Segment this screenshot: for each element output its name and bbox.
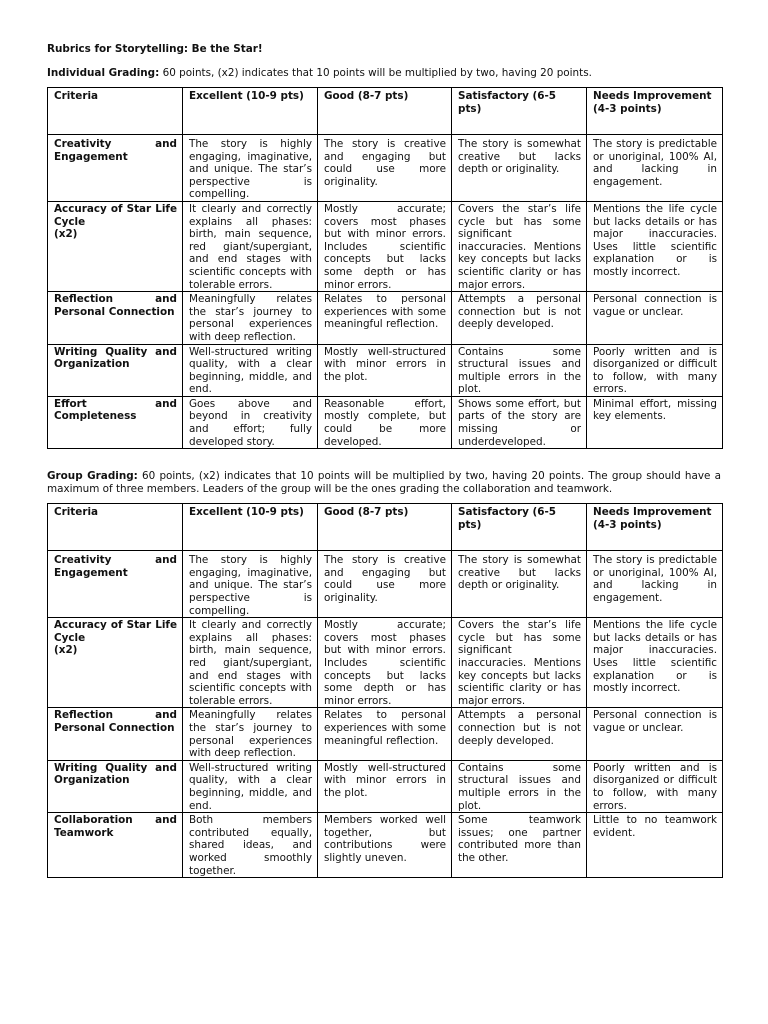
header-criteria: Criteria [48, 504, 183, 551]
good-cell: Relates to personal experiences with some meaningful reflection. [318, 708, 452, 760]
good-cell: The story is creative and engaging but could use more originality. [318, 551, 452, 618]
individual-label: Individual Grading: [47, 67, 160, 79]
excellent-cell: It clearly and correctly explains all phases: birth, main sequence, red giant/supergiant, and end stages with scientific concepts with tolerable errors. [183, 618, 318, 708]
satisfactory-cell: Attempts a personal connection but is not deeply developed. [452, 708, 587, 760]
criteria-cell: Writing Quality and Organization [48, 760, 183, 812]
satisfactory-cell: Contains some structural issues and multiple errors in the plot. [452, 760, 587, 812]
criteria-cell: Effort and Completeness [48, 396, 183, 448]
table-row [48, 396, 723, 448]
table-header-row [48, 88, 723, 135]
good-cell: Mostly well-structured with minor errors in the plot. [318, 344, 452, 396]
group-rubric-table [47, 503, 723, 878]
header-excellent: Excellent (10-9 pts) [183, 88, 318, 135]
needs-improvement-cell: The story is predictable or unoriginal, 100% AI, and lacking in engagement. [587, 135, 723, 202]
excellent-cell: Meaningfully relates the star’s journey to personal experiences with deep reflection. [183, 292, 318, 344]
header-good: Good (8-7 pts) [318, 88, 452, 135]
criteria-multiplier: (x2) [54, 644, 78, 657]
satisfactory-cell: Attempts a personal connection but is not deeply developed. [452, 292, 587, 344]
document-page [47, 42, 721, 878]
table-row [48, 551, 723, 618]
header-needs-improvement: Needs Improvement (4-3 points) [587, 504, 723, 551]
individual-intro [47, 67, 721, 80]
header-criteria: Criteria [48, 88, 183, 135]
satisfactory-cell: Covers the star’s life cycle but has some significant inaccuracies. Mentions key concepts but lacks scientific clarity or has major errors. [452, 618, 587, 708]
needs-improvement-cell: Mentions the life cycle but lacks details or has major inaccuracies. Uses little scientific explanation or is mostly incorrect. [587, 618, 723, 708]
criteria-cell: Creativity and Engagement [48, 135, 183, 202]
good-cell: Reasonable effort, mostly complete, but could be more developed. [318, 396, 452, 448]
criteria-cell: Reflection and Personal Connection [48, 708, 183, 760]
table-row [48, 813, 723, 878]
individual-rubric-table [47, 87, 723, 449]
needs-improvement-cell: Minimal effort, missing key elements. [587, 396, 723, 448]
individual-text: 60 points, (x2) indicates that 10 points will be multiplied by two, having 20 points. [159, 67, 592, 79]
excellent-cell: Goes above and beyond in creativity and effort; fully developed story. [183, 396, 318, 448]
satisfactory-cell: Contains some structural issues and multiple errors in the plot. [452, 344, 587, 396]
header-satisfactory: Satisfactory (6-5 pts) [452, 504, 587, 551]
criteria-multiplier: (x2) [54, 228, 78, 241]
needs-improvement-cell: Mentions the life cycle but lacks details or has major inaccuracies. Uses little scientific explanation or is mostly incorrect. [587, 201, 723, 291]
satisfactory-cell: The story is somewhat creative but lacks depth or originality. [452, 551, 587, 618]
criteria-label: Accuracy of Star Life Cycle [54, 202, 177, 228]
needs-improvement-cell: Poorly written and is disorganized or difficult to follow, with many errors. [587, 344, 723, 396]
table-row [48, 618, 723, 708]
criteria-cell: Writing Quality and Organization [48, 344, 183, 396]
group-intro [47, 470, 721, 496]
table-row [48, 344, 723, 396]
header-needs-improvement: Needs Improvement (4-3 points) [587, 88, 723, 135]
criteria-label: Accuracy of Star Life Cycle [54, 619, 177, 644]
group-text: 60 points, (x2) indicates that 10 points will be multiplied by two, having 20 points. The group should have a maximum of three members. Leaders of the group will be the ones grading the collaboration and teamwork. [47, 470, 721, 496]
needs-improvement-cell: Personal connection is vague or unclear. [587, 708, 723, 760]
satisfactory-cell: The story is somewhat creative but lacks depth or originality. [452, 135, 587, 202]
criteria-cell: Creativity and Engagement [48, 551, 183, 618]
needs-improvement-cell: Personal connection is vague or unclear. [587, 292, 723, 344]
criteria-cell [48, 201, 183, 291]
group-label: Group Grading: [47, 470, 138, 483]
excellent-cell: Well-structured writing quality, with a clear beginning, middle, and end. [183, 344, 318, 396]
table-row [48, 708, 723, 760]
table-row [48, 760, 723, 812]
good-cell: Mostly well-structured with minor errors in the plot. [318, 760, 452, 812]
header-excellent: Excellent (10-9 pts) [183, 504, 318, 551]
good-cell: Relates to personal experiences with some meaningful reflection. [318, 292, 452, 344]
table-row [48, 135, 723, 202]
needs-improvement-cell: Poorly written and is disorganized or difficult to follow, with many errors. [587, 760, 723, 812]
excellent-cell: The story is highly engaging, imaginative, and unique. The star’s perspective is compelling. [183, 135, 318, 202]
table-header-row [48, 504, 723, 551]
satisfactory-cell: Some teamwork issues; one partner contributed more than the other. [452, 813, 587, 878]
good-cell: Mostly accurate; covers most phases but with minor errors. Includes scientific concepts but lacks some depth or has minor errors. [318, 201, 452, 291]
excellent-cell: The story is highly engaging, imaginative, and unique. The star’s perspective is compelling. [183, 551, 318, 618]
excellent-cell: It clearly and correctly explains all phases: birth, main sequence, red giant/supergiant, and end stages with scientific concepts with tolerable errors. [183, 201, 318, 291]
excellent-cell: Meaningfully relates the star’s journey to personal experiences with deep reflection. [183, 708, 318, 760]
header-satisfactory: Satisfactory (6-5 pts) [452, 88, 587, 135]
header-good: Good (8-7 pts) [318, 504, 452, 551]
excellent-cell: Both members contributed equally, shared ideas, and worked smoothly together. [183, 813, 318, 878]
good-cell: The story is creative and engaging but could use more originality. [318, 135, 452, 202]
needs-improvement-cell: Little to no teamwork evident. [587, 813, 723, 878]
needs-improvement-cell: The story is predictable or unoriginal, 100% AI, and lacking in engagement. [587, 551, 723, 618]
good-cell: Mostly accurate; covers most phases but with minor errors. Includes scientific concepts but lacks some depth or has minor errors. [318, 618, 452, 708]
excellent-cell: Well-structured writing quality, with a clear beginning, middle, and end. [183, 760, 318, 812]
satisfactory-cell: Covers the star’s life cycle but has some significant inaccuracies. Mentions key concepts but lacks scientific clarity or has major errors. [452, 201, 587, 291]
document-title: Rubrics for Storytelling: Be the Star! [47, 43, 263, 55]
criteria-cell [48, 618, 183, 708]
satisfactory-cell: Shows some effort, but parts of the story are missing or underdeveloped. [452, 396, 587, 448]
good-cell: Members worked well together, but contributions were slightly uneven. [318, 813, 452, 878]
table-row [48, 201, 723, 291]
criteria-cell: Collaboration and Teamwork [48, 813, 183, 878]
criteria-cell: Reflection and Personal Connection [48, 292, 183, 344]
table-row [48, 292, 723, 344]
